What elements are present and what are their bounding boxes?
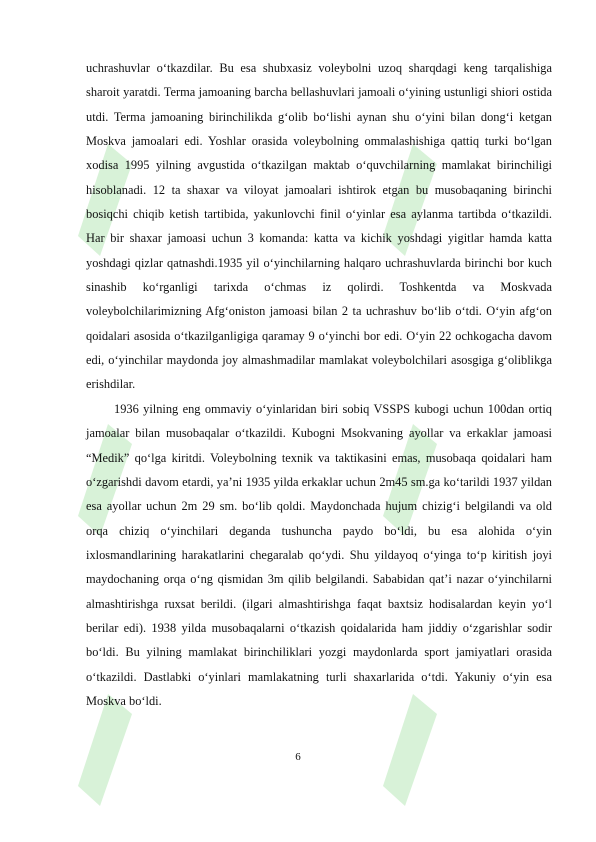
paragraph-2: 1936 yilning eng ommaviy o‘yinlaridan biri sobiq VSSPS kubogi uchun 100dan ortiq jamoalar bilan musobaqalar o‘tkazildi. Kubogni Msokvaning ayollar va erkaklar jamoasi “Medik” qo‘lga kiritdi. Voleybolning texnik va taktikasini emas, musobaqa qoidalari ham o‘zgarishdi davom etardi, ya’ni 1935 yilda erkaklar uchun 2m45 sm.ga ko‘tarildi 1937 yildan esa ayollar uchun 2m 29 sm. bo‘lib qoldi. Maydonchada hujum chizig‘i belgilandi va old orqa chiziq o‘yinchilari deganda tushuncha paydo bo‘ldi, bu esa alohida o‘yin ixlosmandlarining harakatlarini chegaralab qo‘ydi. Shu yildayoq o‘yinga to‘p kiritish joyi maydochaning orqa o‘ng qismidan 3m qilib belgilandi. Sababidan qat’i nazar o‘yinchilarni almashtirishga ruxsat berildi. (ilgari almashtirishga faqat baxtsiz hodisalardan keyin yo‘l berilar edi). 1938 yilda musobaqalarni o‘tkazish qoidalarida ham jiddiy o‘zgarishlar sodir bo‘ldi. Bu yilning mamlakat birinchiliklari yozgi maydonlarda sport jamiyatlari orasida o‘tkazildi. Dastlabki o‘yinlari mamlakatning turli shaxarlarida o‘tdi. Yakuniy o‘yin esa Moskva bo‘ldi.	[86, 401, 552, 708]
page-number: 6	[295, 751, 301, 763]
paragraph-1: uchrashuvlar o‘tkazdilar. Bu esa shubxasiz voleybolni uzoq sharqdagi keng tarqalishiga sharoit yaratdi. Terma jamoaning barcha bellashuvlari jamoali o‘yining ustunligi shiori ostida utdi. Terma jamoaning birinchilikda g‘olib bo‘lishi aynan shu o‘yini bilan dong‘i ketgan Moskva jamoalari edi. Yoshlar orasida voleybolning ommalashishiga qattiq turki bo‘lgan xodisa 1995 yilning avgustida o‘tkazilgan maktab o‘quvchilarning mamlakat birinchiligi hisoblanadi. 12 ta shaxar va viloyat jamoalari ishtirok etgan bu musobaqaning birinchi bosiqchi chiqib ketish tartibida, yakunlovchi finil o‘yinlar esa aylanma tartibda o‘tkazildi. Har bir shaxar jamoasi uchun 3 komanda: katta va kichik yoshdagi yigitlar hamda katta yoshdagi qizlar qatnashdi.1935 yil o‘yinchilarning halqaro uchrashuvlarda birinchi bor kuch sinashib ko‘rganligi tarixda o‘chmas iz qolirdi. Toshkentda va Moskvada voleybolchilarimizning Afg‘oniston jamoasi bilan 2 ta uchrashuv bo‘lib o‘tdi. O‘yin afg‘on qoidalari asosida o‘tkazilganligiga qaramay 9 o‘yinchi bor edi. O‘yin 22 ochkogacha davom edi, o‘yinchilar maydonda joy almashmadilar mamlakat voleybolchilari asosgiga g‘oliblikga erishdilar.	[86, 61, 552, 392]
body-text	[86, 56, 552, 713]
